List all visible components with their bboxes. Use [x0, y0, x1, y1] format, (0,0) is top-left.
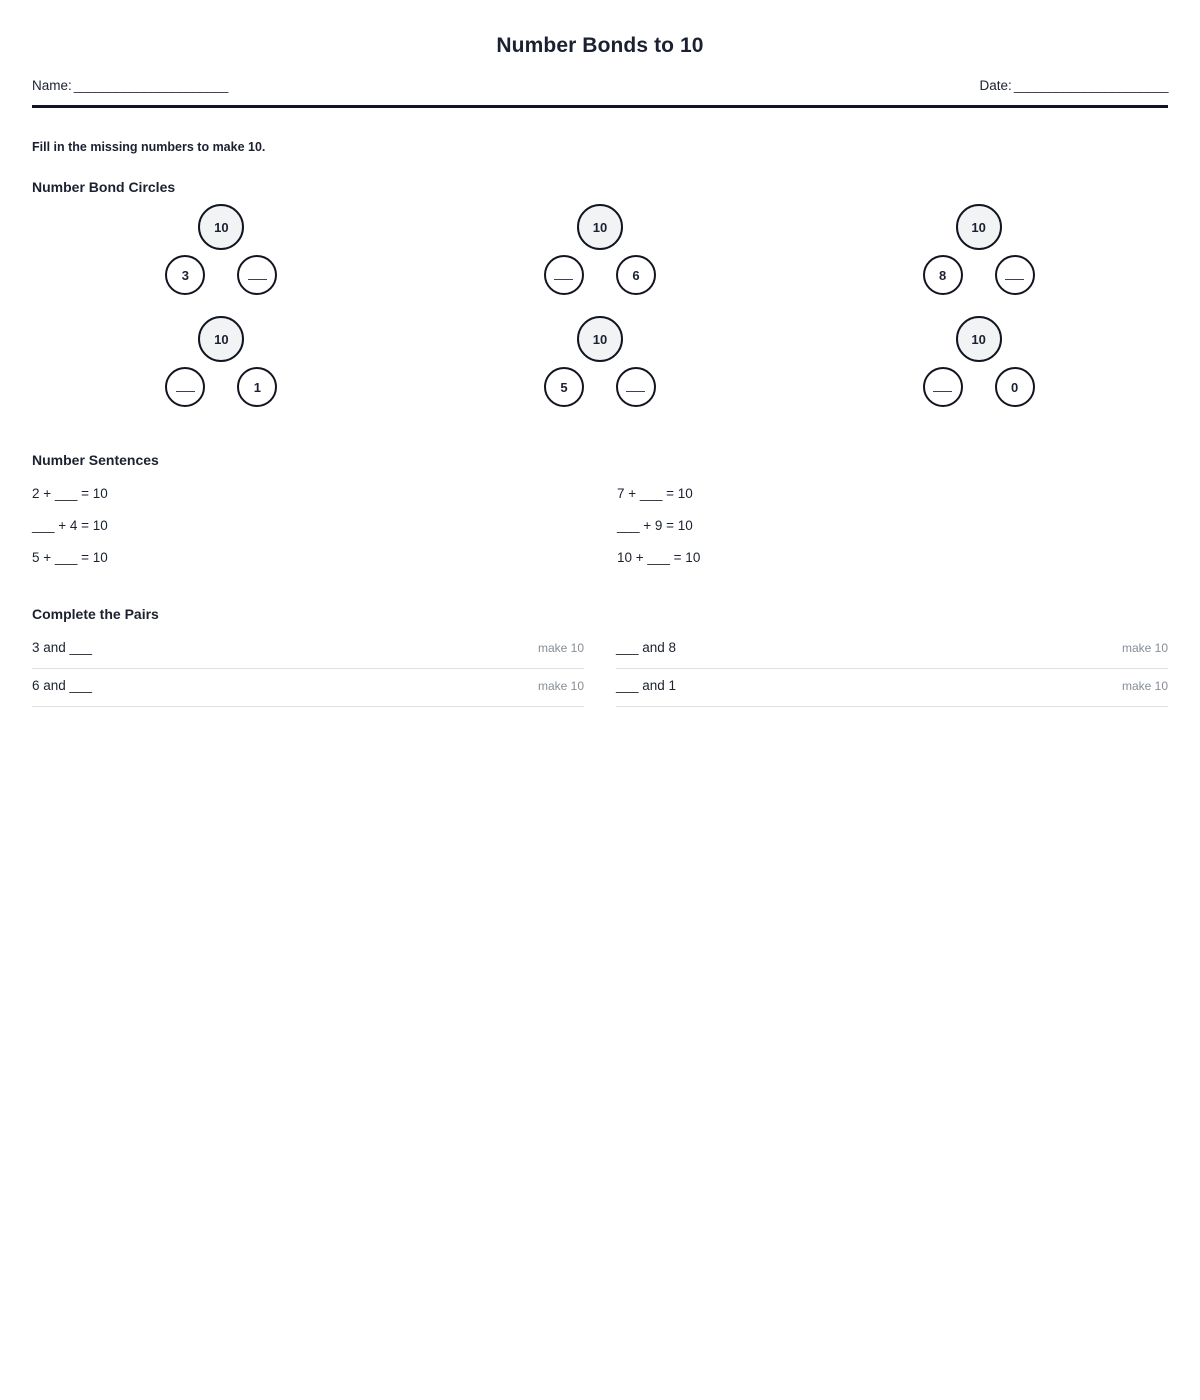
bond-parts-row — [923, 255, 1035, 295]
bond-part-left-circle[interactable] — [544, 255, 584, 295]
number-bond — [789, 204, 1168, 316]
bond-part-right-circle[interactable] — [995, 367, 1035, 407]
student-meta-row — [32, 77, 1168, 95]
number-sentence[interactable]: ___ + 9 = 10 — [617, 518, 693, 533]
number-sentence[interactable]: 7 + ___ = 10 — [617, 486, 693, 501]
blank-answer-line — [1005, 279, 1024, 281]
bond-whole-value: 10 — [592, 219, 608, 235]
name-write-line[interactable]: ______________________ — [73, 78, 228, 93]
bond-part-right-value: 1 — [253, 379, 261, 395]
bond-parts-row — [544, 367, 656, 407]
bond-part-right-circle[interactable] — [237, 367, 277, 407]
number-sentence[interactable]: 2 + ___ = 10 — [32, 486, 108, 501]
pair-row[interactable] — [32, 639, 584, 669]
number-bond — [411, 204, 790, 316]
blank-answer-line — [554, 279, 573, 281]
bond-part-left-value: 5 — [560, 379, 568, 395]
pair-note: make 10 — [537, 679, 584, 693]
bond-part-left-circle[interactable] — [923, 367, 963, 407]
number-sentence[interactable]: 10 + ___ = 10 — [617, 550, 701, 565]
blank-answer-line — [933, 391, 952, 393]
bond-whole-row — [956, 316, 1002, 368]
pair-prompt: ___ and 1 — [616, 678, 677, 693]
section-heading-number-sentences: Number Sentences — [32, 452, 159, 468]
date-label: Date: — [979, 78, 1012, 93]
bond-part-left-value: 8 — [939, 267, 947, 283]
blank-answer-line — [248, 279, 267, 281]
bond-part-right-circle[interactable] — [237, 255, 277, 295]
page-title: Number Bonds to 10 — [496, 34, 704, 57]
bond-whole-row — [577, 204, 623, 256]
pairs-column-right — [616, 639, 1168, 715]
bond-whole-circle[interactable] — [956, 204, 1002, 250]
pair-prompt: 3 and ___ — [32, 640, 93, 655]
bond-parts-row — [544, 255, 656, 295]
bond-whole-row — [198, 204, 244, 256]
number-bond — [32, 316, 411, 428]
pair-note: make 10 — [1121, 641, 1168, 655]
number-sentence[interactable]: ___ + 4 = 10 — [32, 518, 108, 533]
bond-whole-circle[interactable] — [198, 316, 244, 362]
bond-part-left-value: 3 — [181, 267, 189, 283]
number-bond — [789, 316, 1168, 428]
pair-row[interactable] — [616, 677, 1168, 707]
name-field[interactable] — [32, 77, 228, 95]
bond-part-left-circle[interactable] — [165, 367, 205, 407]
pair-prompt: ___ and 8 — [616, 640, 677, 655]
pair-row[interactable] — [616, 639, 1168, 669]
date-field[interactable] — [980, 77, 1168, 95]
bond-whole-value: 10 — [214, 219, 229, 235]
pair-note: make 10 — [1121, 679, 1168, 693]
bond-part-left-circle[interactable] — [544, 367, 584, 407]
bond-parts-row — [923, 367, 1035, 407]
blank-answer-line — [626, 391, 645, 393]
date-write-line[interactable]: ______________________ — [1013, 78, 1168, 93]
instruction-text: Fill in the missing numbers to make 10. — [32, 140, 266, 154]
bond-part-left-circle[interactable] — [165, 255, 205, 295]
bond-part-right-circle[interactable] — [616, 367, 656, 407]
bond-whole-circle[interactable] — [577, 316, 623, 362]
section-heading-number-bond-circles: Number Bond Circles — [32, 179, 176, 195]
number-bond — [32, 204, 411, 316]
name-label: Name: — [32, 78, 72, 93]
bond-whole-row — [577, 316, 623, 368]
bond-whole-row — [198, 316, 244, 368]
header-divider — [32, 105, 1168, 108]
number-sentences-column-left — [32, 486, 617, 582]
bond-parts-row — [165, 367, 277, 407]
section-heading-complete-the-pairs: Complete the Pairs — [32, 606, 159, 622]
bond-part-left-circle[interactable] — [923, 255, 963, 295]
bond-whole-circle[interactable] — [198, 204, 244, 250]
pair-prompt: 6 and ___ — [32, 678, 93, 693]
number-bond-grid — [32, 204, 1168, 428]
blank-answer-line — [176, 391, 195, 393]
number-sentences-column-right — [617, 486, 1168, 582]
bond-whole-value: 10 — [214, 331, 229, 347]
bond-whole-value: 10 — [592, 331, 608, 347]
pair-row[interactable] — [32, 677, 584, 707]
bond-whole-row — [956, 204, 1002, 256]
bond-whole-circle[interactable] — [577, 204, 623, 250]
pairs-column-left — [32, 639, 584, 715]
bond-part-right-value: 6 — [632, 267, 640, 283]
bond-part-right-circle[interactable] — [616, 255, 656, 295]
bond-whole-value: 10 — [971, 219, 986, 235]
bond-whole-circle[interactable] — [956, 316, 1002, 362]
bond-part-right-circle[interactable] — [995, 255, 1035, 295]
bond-part-right-value: 0 — [1011, 379, 1019, 395]
number-bond — [411, 316, 790, 428]
number-sentences-grid — [32, 486, 1168, 582]
pair-note: make 10 — [537, 641, 584, 655]
bond-parts-row — [165, 255, 277, 295]
number-sentence[interactable]: 5 + ___ = 10 — [32, 550, 108, 565]
complete-the-pairs-grid — [32, 639, 1168, 715]
bond-whole-value: 10 — [971, 331, 986, 347]
